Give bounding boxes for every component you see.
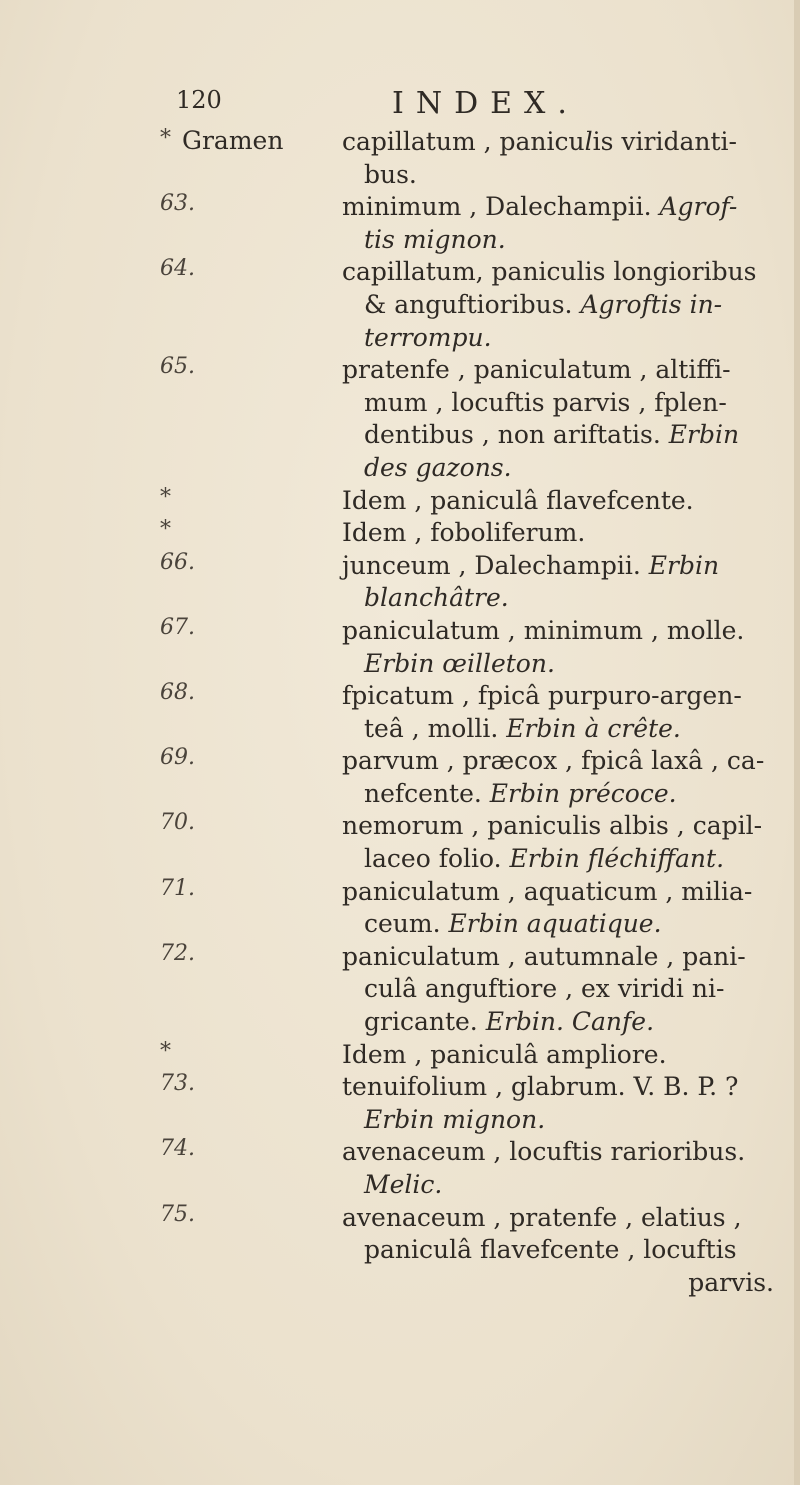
entry-text	[342, 517, 782, 550]
entry-line: gricante. Erbin. Canfe.	[364, 1007, 655, 1037]
entry-line: ceum. Erbin aquatique.	[364, 909, 662, 939]
entry-line: capillatum, paniculis longioribus	[342, 257, 757, 287]
index-entry	[0, 810, 800, 875]
entry-line: Idem , paniculâ flavefcente.	[342, 485, 694, 515]
entry-line: fpicatum , fpicâ purpuro-argen-	[342, 681, 742, 711]
index-entry	[0, 191, 800, 256]
index-entry	[0, 941, 800, 1039]
entry-text	[342, 941, 782, 1039]
entry-number: 75.	[160, 1201, 195, 1227]
running-head: INDEX.	[392, 86, 579, 121]
entry-line: tenuifolium , glabrum. V. B. P. ?	[342, 1072, 739, 1102]
entry-number: 71.	[160, 875, 195, 901]
index-entry	[0, 354, 800, 484]
entry-line: terrompu.	[364, 322, 492, 352]
entry-line: Erbin œilleton.	[364, 648, 555, 678]
entry-line: Idem , paniculâ ampliore.	[342, 1039, 667, 1069]
index-entry	[0, 550, 800, 615]
entry-line: capillatum , paniculis viridanti-	[342, 127, 737, 156]
entry-text	[342, 354, 782, 484]
entry-line: dentibus , non ariftatis. Erbin	[364, 420, 740, 450]
entry-number: *	[160, 1038, 171, 1064]
entry-text	[342, 256, 782, 354]
entry-text	[342, 810, 782, 875]
entry-line: & anguftioribus. Agroftis in-	[364, 289, 723, 319]
entry-text	[342, 1202, 782, 1300]
entry-line: bus.	[364, 159, 417, 189]
entry-line: minimum , Dalechampii. Agrof-	[342, 192, 738, 222]
entry-text	[342, 1071, 782, 1136]
entry-number: 73.	[160, 1071, 195, 1097]
entry-line: des gazons.	[364, 452, 512, 482]
entry-line: Melic.	[364, 1170, 443, 1199]
entry-line: avenaceum , pratenfe , elatius ,	[342, 1202, 742, 1232]
entry-line: parvum , præcox , fpicâ laxâ , ca-	[342, 746, 765, 776]
index-entry	[0, 1202, 800, 1300]
page-header	[0, 86, 800, 122]
index-entry	[0, 256, 800, 354]
entry-text	[342, 485, 782, 518]
index-entry	[0, 615, 800, 680]
entry-text	[342, 126, 782, 191]
index-entry	[0, 485, 800, 518]
index-entry	[0, 745, 800, 810]
entry-text	[342, 550, 782, 615]
index-entries	[0, 126, 800, 1299]
entry-number: 74.	[160, 1136, 195, 1162]
entry-line: laceo folio. Erbin fléchiffant.	[364, 844, 725, 874]
index-entry	[0, 1039, 800, 1072]
entry-number: 72.	[160, 940, 195, 966]
entry-line: parvis.	[688, 1267, 774, 1297]
entry-number: 66.	[160, 549, 195, 575]
entry-number: 63.	[160, 191, 195, 217]
entry-line: junceum , Dalechampii. Erbin	[342, 550, 720, 580]
entry-number: *	[160, 484, 171, 510]
index-entry	[0, 876, 800, 941]
entry-number: *	[160, 517, 171, 543]
entry-line: paniculâ flavefcente , locuftis	[364, 1235, 737, 1265]
entry-line: mum , locuftis parvis , fplen-	[364, 387, 727, 417]
index-entry	[0, 1136, 800, 1201]
entry-text	[342, 191, 782, 256]
entry-number: 67.	[160, 614, 195, 640]
entry-text	[342, 876, 782, 941]
entry-line: paniculatum , minimum , molle.	[342, 615, 745, 645]
entry-line: tis mignon.	[364, 224, 506, 254]
entry-text	[342, 1039, 782, 1072]
entry-line: nefcente. Erbin précoce.	[364, 778, 677, 808]
entry-number: 65.	[160, 354, 195, 380]
entry-line: nemorum , paniculis albis , capil-	[342, 811, 763, 841]
page-number: 120	[176, 86, 222, 114]
index-entry	[0, 517, 800, 550]
entry-text	[342, 615, 782, 680]
entry-line: teâ , molli. Erbin à crête.	[364, 713, 681, 743]
index-entry	[0, 126, 800, 191]
entry-text	[342, 1136, 782, 1201]
entry-line: paniculatum , aquaticum , milia-	[342, 876, 753, 906]
entry-line: avenaceum , locuftis rarioribus.	[342, 1137, 746, 1167]
entry-line: blanchâtre.	[364, 583, 509, 613]
entry-text	[342, 745, 782, 810]
index-entry	[0, 680, 800, 745]
entry-number: 64.	[160, 256, 195, 282]
entry-line: pratenfe , paniculatum , altiffi-	[342, 355, 731, 385]
entry-line: paniculatum , autumnale , pani-	[342, 941, 746, 971]
entry-line: Erbin mignon.	[364, 1104, 546, 1134]
index-entry	[0, 1071, 800, 1136]
entry-line: culâ anguftiore , ex viridi ni-	[364, 974, 725, 1004]
entry-number: 68.	[160, 680, 195, 706]
entry-lead-word: Gramen	[182, 126, 284, 155]
entry-text	[342, 680, 782, 745]
entry-number: *	[160, 126, 171, 151]
entry-number: 70.	[160, 810, 195, 836]
entry-number: 69.	[160, 745, 195, 771]
entry-line: Idem , foboliferum.	[342, 518, 586, 548]
